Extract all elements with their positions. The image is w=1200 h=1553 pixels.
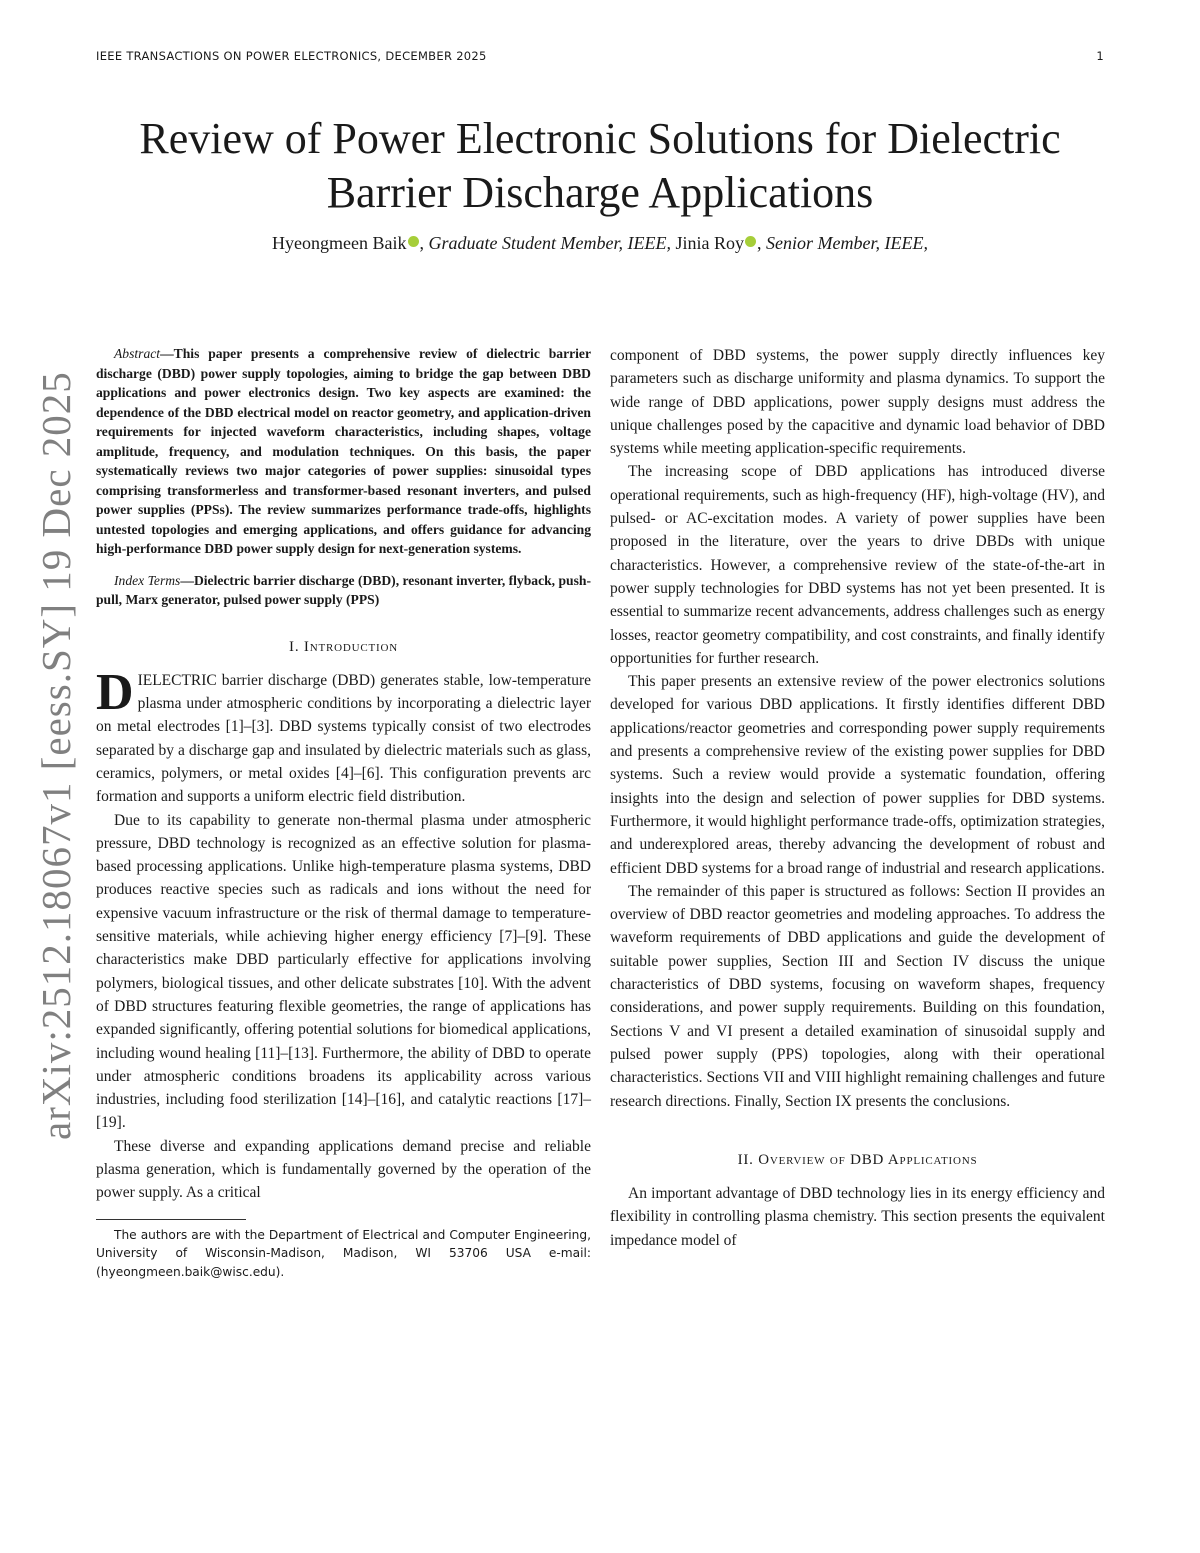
running-header [96,49,1104,67]
author-role: Senior Member, IEEE, [765,233,928,253]
paragraph: These diverse and expanding applications demand precise and reliable plasma generation, which is fundamentally governed by the operation of the power supply. As a critical [96,1137,591,1202]
author-line: Hyeongmeen Baik , Graduate Student Member, IEEE, Jinia Roy , Senior Member, IEEE, [272,233,928,253]
left-column [96,344,591,1281]
orcid-icon[interactable] [745,236,756,247]
author-affiliation-footnote: The authors are with the Department of Electrical and Computer Engineering, University of Wisconsin-Madison, Madison, WI 53706 USA e-mail: (hyeongmeen.baik@wisc.edu). [96,1227,591,1279]
drop-cap: D [96,663,134,721]
paragraph: An important advantage of DBD technology lies in its energy efficiency and flexibility in controlling plasma chemistry. This section presents the equivalent impedance model of [610,1185,1105,1249]
paragraph: The increasing scope of DBD applications has introduced diverse operational requirements, such as high-frequency (HF), high-voltage (HV), and pulsed- or AC-excitation modes. A variety of power supplies have been proposed in the literature, over the years to drive DBDs with unique characteristics. However, a comprehensive review of the state-of-the-art in power supply technologies for DBD systems has not yet been presented. It is essential to summarize recent advancements, address challenges such as energy losses, reactor geometry compatibility, and cost constraints, and finally identify opportunities for further research. [610,463,1105,667]
arxiv-identifier-stamp: arXiv:2512.18067v1 [eess.SY] 19 Dec 2025 [33,371,79,1140]
right-column [610,344,1105,1252]
title-line-1: Review of Power Electronic Solutions for Dielectric [139,114,1061,163]
index-terms-text: —Dielectric barrier discharge (DBD), resonant inverter, flyback, push-pull, Marx generator, pulsed power supply (PPS) [96,572,591,607]
abstract-text: —This paper presents a comprehensive review of dielectric barrier discharge (DBD) power supply topologies, aiming to bridge the gap between DBD applications and power electronics design. Two key aspects are examined: the dependence of the DBD electrical model on reactor geometry, and application-driven requirements for injected waveform characteristics, including shapes, voltage amplitude, frequency, and modulation techniques. On this basis, the paper systematically reviews two major categories of power supplies: sinusoidal types comprising transformerless and transformer-based resonant inverters, and pulsed power supplies (PPSs). The review summarizes performance trade-offs, highlights untested topologies and emerging applications, and offers guidance for advancing high-performance DBD power supply design for next-generation systems. [96,346,591,556]
author-name: Jinia Roy [675,233,744,253]
paragraph: component of DBD systems, the power supply directly influences key parameters such as discharge uniformity and plasma dynamics. To support the wide range of DBD applications, power supply designs must address the unique challenges posed by the capacitive and dynamic load behavior of DBD systems while meeting application-specific requirements. [610,347,1105,458]
author-name: Hyeongmeen Baik [272,233,407,253]
paragraph-text: IELECTRIC barrier discharge (DBD) generates stable, low-temperature plasma under atmospheric conditions by incorporating a dielectric layer on metal electrodes [1]–[3]. DBD systems typically consist of two electrodes separated by a discharge gap and insulated by dielectric materials such as glass, ceramics, polymers, or metal oxides [4]–[6]. This configuration prevents arc formation and supports a uniform electric field distribution. [96,671,591,806]
paragraph: This paper presents an extensive review of the power electronics solutions developed for various DBD applications. It firstly identifies different DBD applications/reactor geometries and corresponding power supply requirements and presents a comprehensive review of the existing power supplies for DBD systems. Such a review would provide a systematic foundation, offering insights into the design and selection of power supplies for DBD systems. Furthermore, it would highlight performance trade-offs, optimization strategies, and underexplored areas, thereby advancing the development of robust and efficient DBD systems for a broad range of industrial and research applications. [610,673,1105,877]
paragraph: The remainder of this paper is structured as follows: Section II provides an overview of DBD reactor geometries and modeling approaches. To address the waveform requirements of DBD applications and guide the development of suitable power supplies, Section III and Section IV discuss the unique characteristics of DBD systems, focusing on waveform shapes, frequency considerations, and power supply requirements. Building on this foundation, Sections V and VI present a detailed examination of sinusoidal supply and pulsed power supply (PPS) topologies, along with their operational characteristics. Sections VII and VIII highlight remaining challenges and future research directions. Finally, Section IX presents the conclusions. [610,882,1105,1110]
section-heading: I. Introduction [289,638,398,655]
paragraph: Due to its capability to generate non-thermal plasma under atmospheric pressure, DBD technology is recognized as an effective solution for plasma-based processing applications. Unlike high-temperature plasma systems, DBD produces reactive species such as radicals and ions without the need for expensive vacuum infrastructure or the risk of thermal damage to temperature-sensitive materials, while achieving higher energy efficiency [7]–[9]. These characteristics make DBD particularly effective for applications involving polymers, biological tissues, and other delicate substrates [10]. With the advent of DBD structures featuring flexible geometries, the range of applications has expanded significantly, offering potential solutions for biomedical applications, including wound healing [11]–[13]. Furthermore, the ability of DBD to operate under atmospheric conditions broadens its applicability across various industries, including food sterilization [14]–[16], and catalytic reactions [17]–[19]. [96,811,591,1132]
paragraph [96,663,591,809]
section-heading: II. Overview of DBD Applications [737,1151,978,1168]
index-terms-label: Index Terms [114,572,181,588]
abstract [96,344,591,559]
paper-title [60,112,1140,220]
orcid-icon[interactable] [408,236,419,247]
page-number: 1 [1096,49,1104,63]
index-terms [96,571,591,610]
author-role: Graduate Student Member, IEEE, [428,233,671,253]
abstract-label: Abstract [114,346,161,361]
footnote-rule [96,1219,246,1220]
journal-name: IEEE TRANSACTIONS ON POWER ELECTRONICS, DECEMBER 2025 [96,49,487,63]
title-line-2: Barrier Discharge Applications [326,168,874,217]
